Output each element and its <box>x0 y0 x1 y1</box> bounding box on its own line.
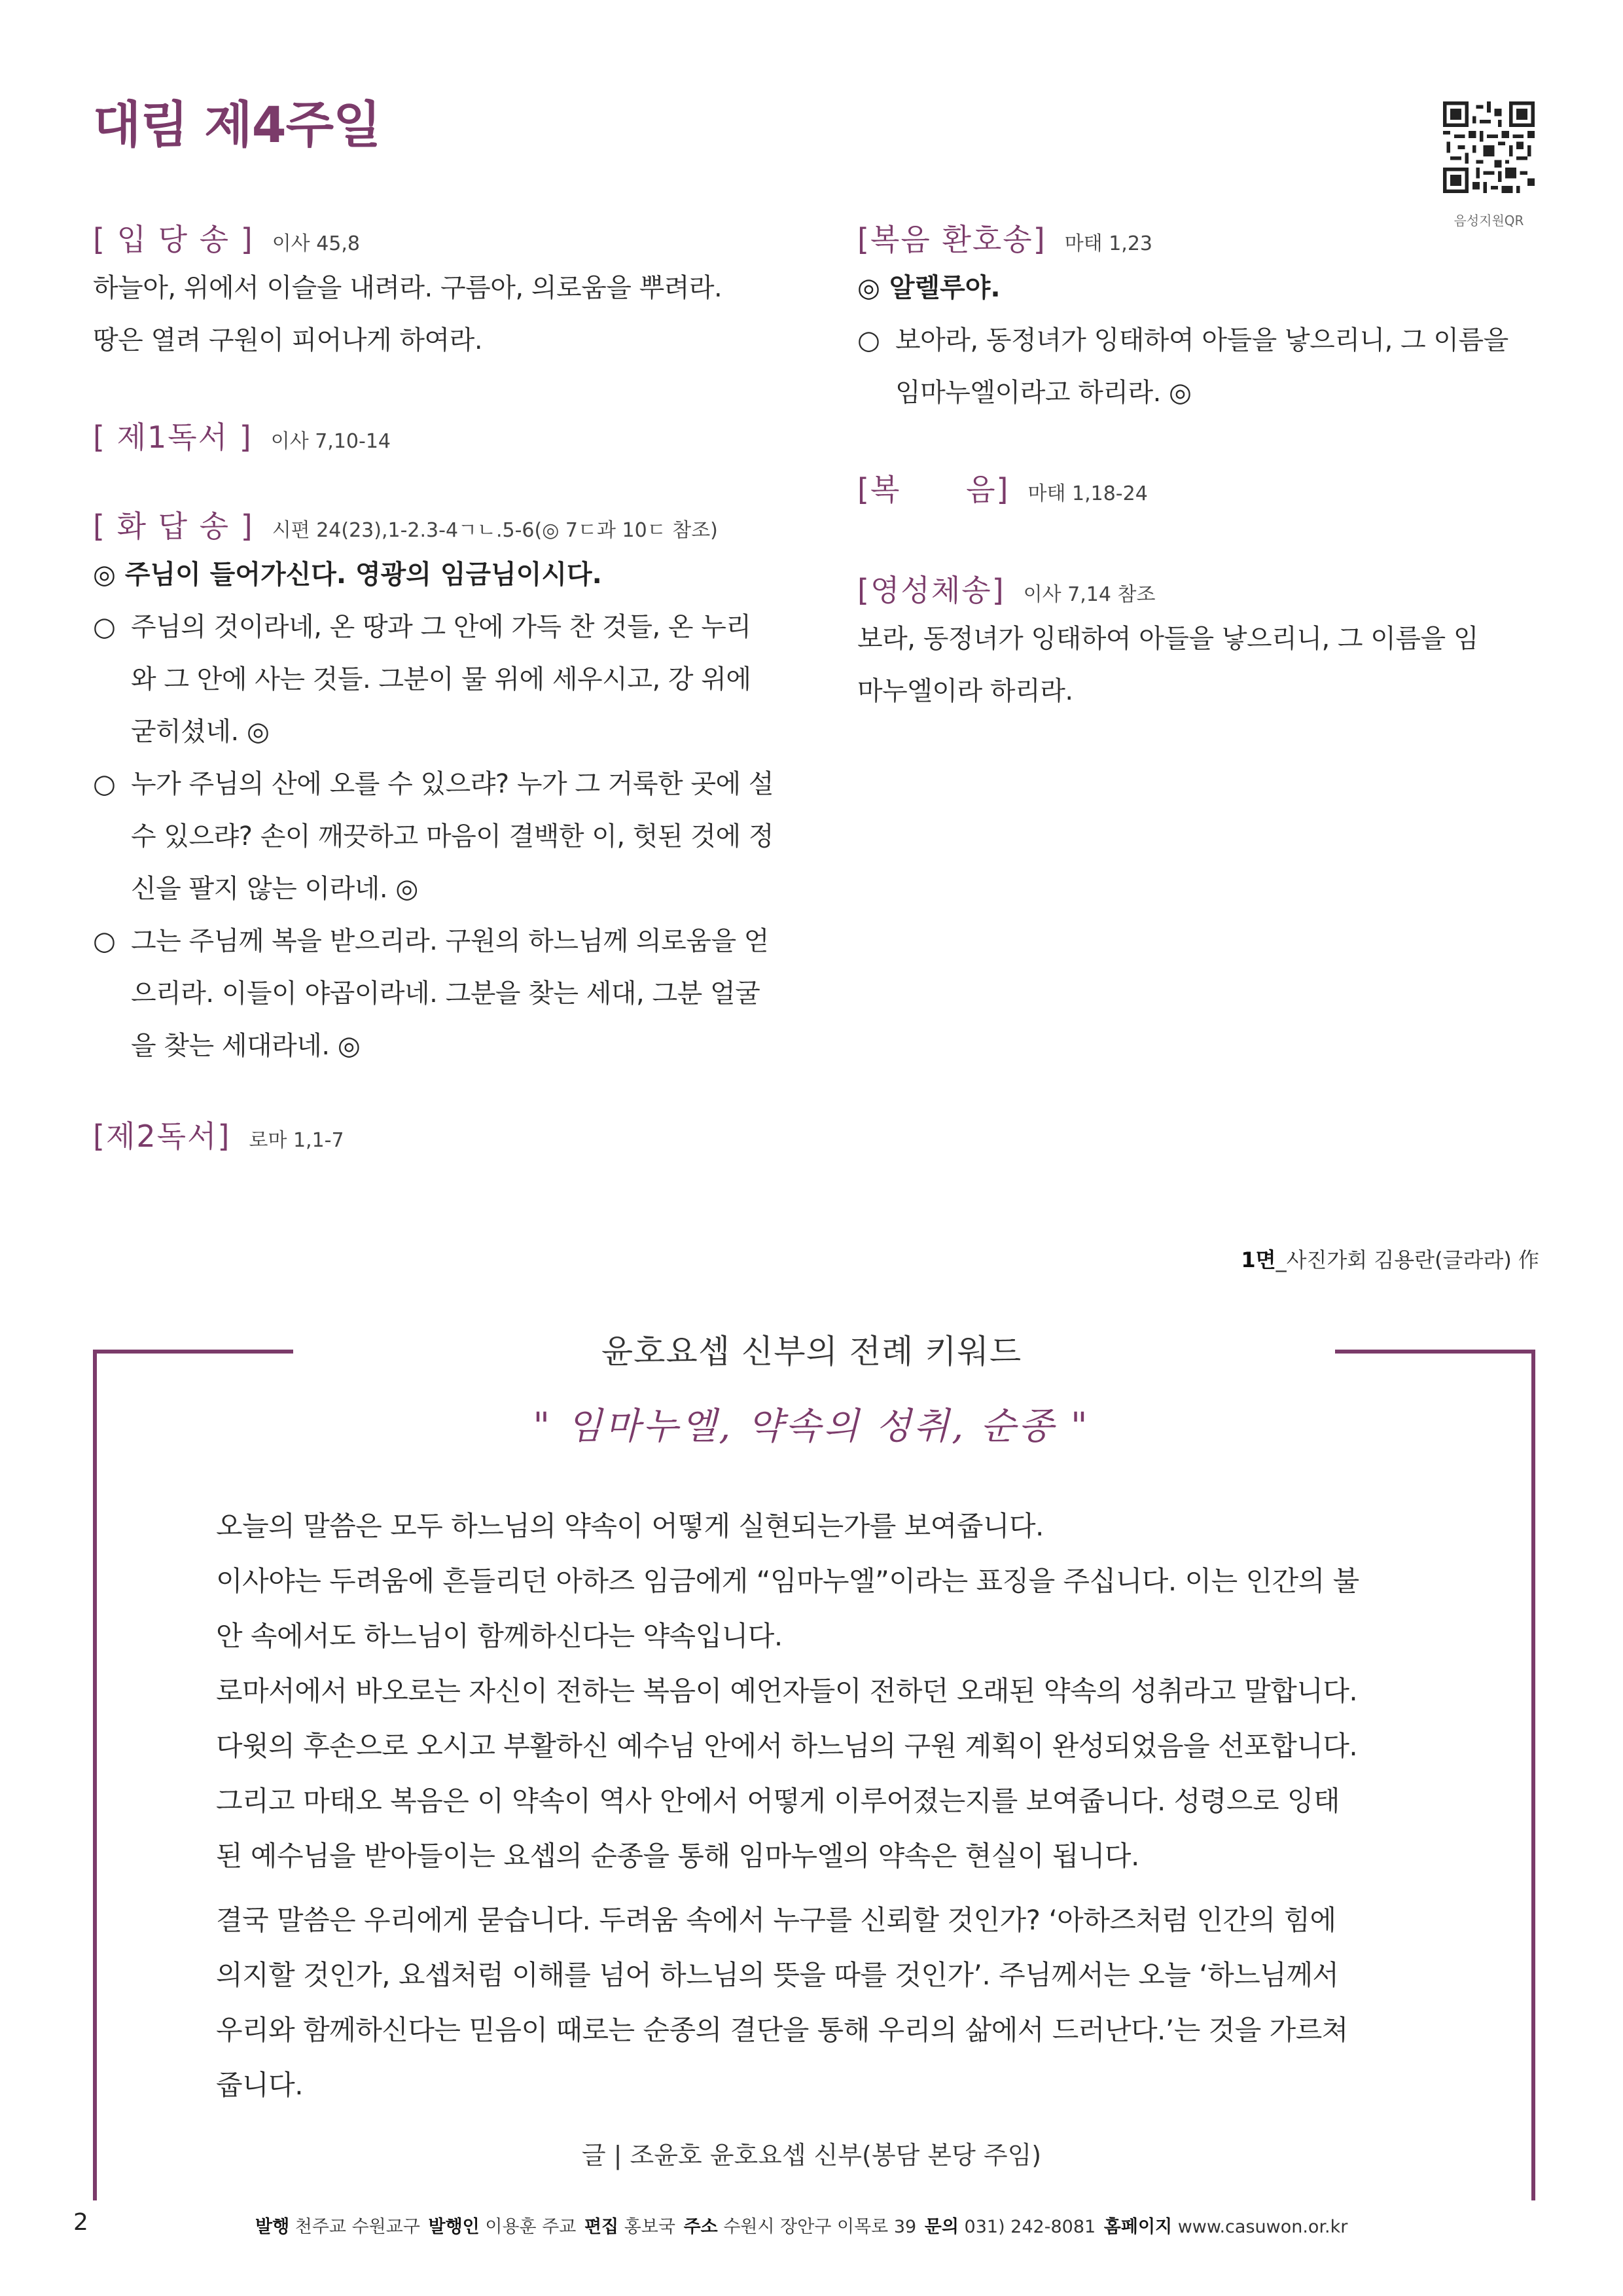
left-column <box>93 216 774 1158</box>
psalm-verse-text: 주님의 것이라네, 온 땅과 그 안에 가득 찬 것들, 온 누리와 그 안에 사는 것들. 그분이 물 위에 세우시고, 강 위에 굳히셨네. ◎ <box>131 612 751 747</box>
qr-label: 음성지원QR <box>1454 213 1524 228</box>
footer-editor-label: 편집 <box>584 2217 619 2237</box>
alleluia-verse-text: 보아라, 동정녀가 잉태하여 아들을 낳으리니, 그 이름을 임마누엘이라고 하리라. ◎ <box>895 325 1508 408</box>
alleluia-verse <box>857 314 1538 419</box>
footer-homepage-link[interactable]: www.casuwon.or.kr <box>1177 2217 1348 2237</box>
text-line: 하늘아, 위에서 이슬을 내려라. 구름아, 의로움을 뿌려라. <box>93 273 722 303</box>
body-line: 안 속에서도 하느님이 함께하신다는 약속입니다. <box>216 1620 783 1652</box>
paragraph-gap <box>216 1884 1414 1893</box>
gospel-acclamation-ref: 마태 1,23 <box>1064 232 1152 255</box>
verse-mark: ○ <box>93 926 116 956</box>
keyword-phrase: " 임마누엘, 약속의 성취, 순종 " <box>533 1405 1090 1448</box>
first-reading-label: [ 제1독서 ] <box>93 420 253 455</box>
entrance-antiphon-text <box>93 262 774 367</box>
keyword-box-body <box>216 1499 1414 2113</box>
entrance-antiphon-header <box>93 216 774 262</box>
footer-address-label: 주소 <box>683 2217 718 2237</box>
body-line: 줍니다. <box>216 2069 304 2101</box>
first-reading-header <box>93 414 774 459</box>
body-line: 결국 말씀은 우리에게 묻습니다. 두려움 속에서 누구를 신뢰할 것인가? ‘아하즈처럼 인간의 힘에 <box>216 1904 1336 1936</box>
qr-code-icon[interactable] <box>1443 101 1535 193</box>
footer-address: 수원시 장안구 이목로 39 <box>723 2217 917 2237</box>
verse-mark: ○ <box>93 612 116 642</box>
psalm-verse-text: 누가 주님의 산에 오를 수 있으랴? 누가 그 거룩한 곳에 설 수 있으랴? 손이 깨끗하고 마음이 결백한 이, 헛된 것에 정신을 팔지 않는 이라네. ◎ <box>131 769 774 904</box>
psalm-response: ◎ 주님이 들어가신다. 영광의 임금님이시다. <box>93 560 602 590</box>
gospel-acclamation-label: [복음 환호송] <box>857 222 1046 257</box>
footer-issuer-label: 발행인 <box>428 2217 480 2237</box>
frame-right <box>1531 1350 1535 2200</box>
footer-info <box>255 2212 1350 2238</box>
body-line: 의지할 것인가, 요셉처럼 이해를 넘어 하느님의 뜻을 따를 것인가’. 주님께서는 오늘 ‘하느님께서 <box>216 1959 1339 1991</box>
psalm-label: [ 화 답 송 ] <box>93 509 254 544</box>
footer-publisher: 천주교 수원교구 <box>294 2217 420 2237</box>
body-line: 된 예수님을 받아들이는 요셉의 순종을 통해 임마누엘의 약속은 현실이 됩니다. <box>216 1840 1139 1872</box>
communion-antiphon-header <box>857 567 1538 613</box>
communion-antiphon-text <box>857 613 1538 717</box>
psalm-verse <box>93 758 774 915</box>
alleluia-response: ◎ 알렐루야. <box>857 273 1001 303</box>
psalm-ref: 시편 24(23),1-2.3-4ㄱㄴ.5-6(◎ 7ㄷ과 10ㄷ 참조) <box>272 519 718 542</box>
gospel-ref: 마태 1,18-24 <box>1027 482 1148 505</box>
photo-credit <box>1241 1244 1539 1274</box>
verse-mark: ○ <box>93 769 116 799</box>
page-number: 2 <box>73 2209 88 2236</box>
psalm-verse <box>93 915 774 1072</box>
text-line: 보라, 동정녀가 잉태하여 아들을 낳으리니, 그 이름을 임 <box>857 624 1479 654</box>
entrance-antiphon-ref: 이사 45,8 <box>272 232 360 255</box>
footer-homepage-label: 홈페이지 <box>1103 2217 1173 2237</box>
communion-antiphon-ref: 이사 7,14 참조 <box>1023 583 1156 606</box>
psalm-verse <box>93 601 774 758</box>
keyword-author: 글 | 조윤호 윤호요셉 신부(봉담 본당 주임) <box>581 2141 1042 2170</box>
communion-antiphon-label: [영성체송] <box>857 573 1005 608</box>
second-reading-label: [제2독서] <box>93 1119 231 1154</box>
verse-mark: ○ <box>857 325 880 355</box>
page-title: 대림 제4주일 <box>93 96 381 154</box>
psalm-header <box>93 503 774 548</box>
body-line: 오늘의 말씀은 모두 하느님의 약속이 어떻게 실현되는가를 보여줍니다. <box>216 1510 1044 1542</box>
right-column <box>857 216 1538 717</box>
frame-left <box>93 1350 97 2200</box>
second-reading-ref: 로마 1,1-7 <box>249 1129 344 1152</box>
footer-issuer: 이용훈 주교 <box>485 2217 577 2237</box>
qr-block[interactable] <box>1440 101 1538 229</box>
keyword-box-title: 윤호요셉 신부의 전례 키워드 <box>601 1333 1022 1371</box>
footer-contact-label: 문의 <box>924 2217 959 2237</box>
footer-publisher-label: 발행 <box>255 2217 290 2237</box>
body-line: 우리와 함께하신다는 믿음이 때로는 순종의 결단을 통해 우리의 삶에서 드러난다.’는 것을 가르쳐 <box>216 2014 1348 2046</box>
gospel-acclamation-header <box>857 216 1538 262</box>
entrance-antiphon-label: [ 입 당 송 ] <box>93 222 254 257</box>
first-reading-ref: 이사 7,10-14 <box>270 430 391 453</box>
text-line: 마누엘이라 하리라. <box>857 676 1073 706</box>
psalm-verse-text: 그는 주님께 복을 받으리라. 구원의 하느님께 의로움을 얻으리라. 이들이 야곱이라네. 그분을 찾는 세대, 그분 얼굴을 찾는 세대라네. ◎ <box>131 926 769 1061</box>
gospel-header <box>857 466 1538 512</box>
second-reading-header <box>93 1113 774 1158</box>
photo-credit-text: _사진가회 김용란(글라라) 作 <box>1275 1247 1539 1272</box>
footer-editor: 홍보국 <box>624 2217 675 2237</box>
footer-contact: 031) 242-8081 <box>964 2217 1096 2237</box>
photo-credit-page: 1면 <box>1241 1247 1276 1272</box>
text-line: 땅은 열려 구원이 피어나게 하여라. <box>93 325 483 355</box>
gospel-label: [복 음] <box>857 472 1010 507</box>
body-line: 다윗의 후손으로 오시고 부활하신 예수님 안에서 하느님의 구원 계획이 완성되었음을 선포합니다. <box>216 1730 1358 1762</box>
body-line: 이사야는 두려움에 흔들리던 아하즈 임금에게 “임마누엘”이라는 표징을 주십니다. 이는 인간의 불 <box>216 1565 1359 1597</box>
body-line: 그리고 마태오 복음은 이 약속이 역사 안에서 어떻게 이루어졌는지를 보여줍니다. 성령으로 잉태 <box>216 1785 1340 1817</box>
body-line: 로마서에서 바오로는 자신이 전하는 복음이 예언자들이 전하던 오래된 약속의 성취라고 말합니다. <box>216 1675 1358 1707</box>
